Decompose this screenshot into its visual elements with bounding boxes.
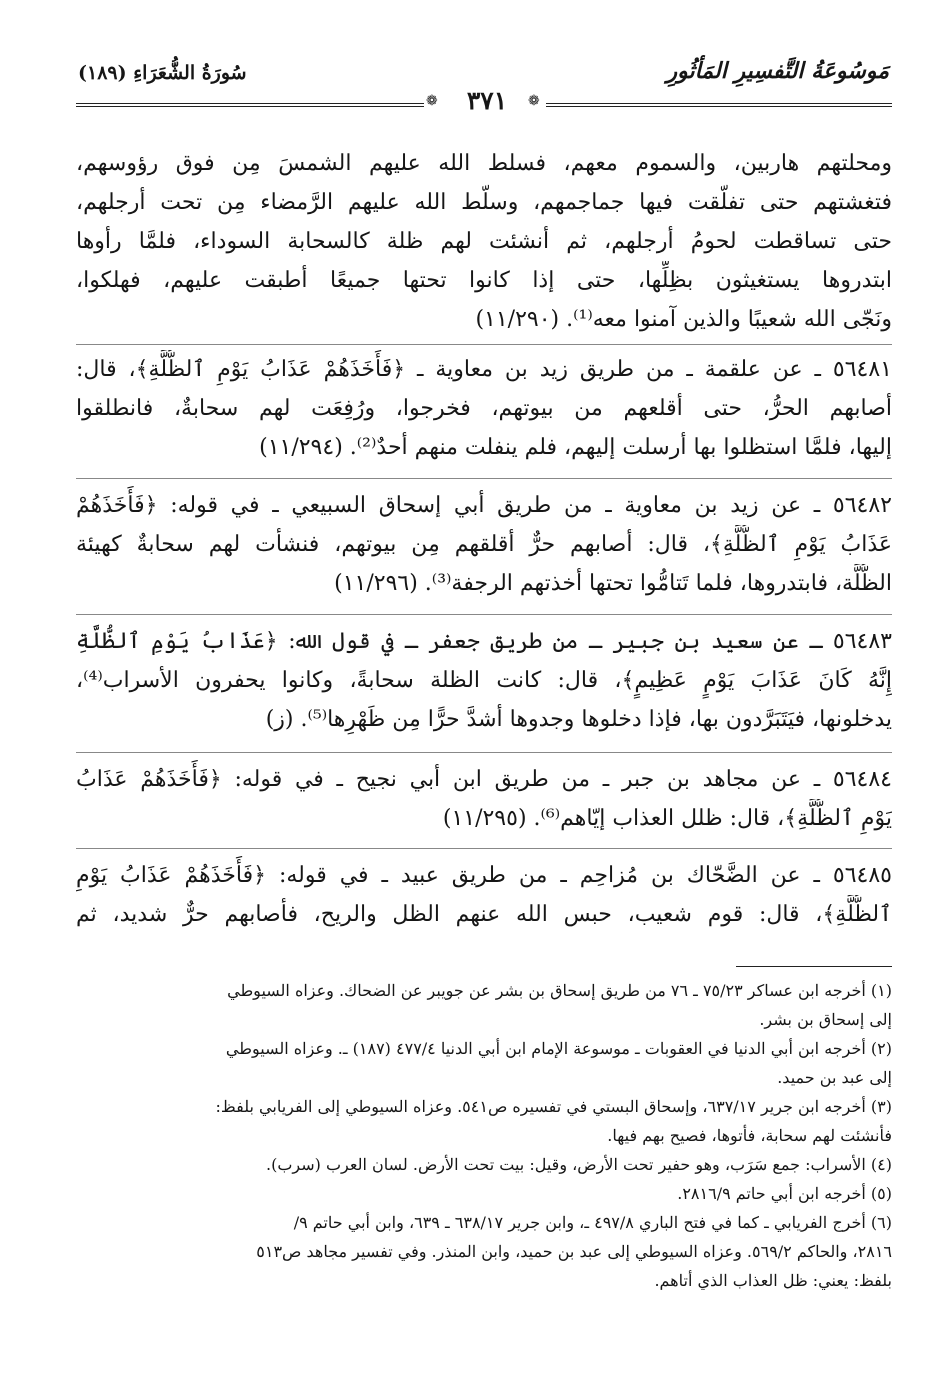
footnote-rule — [736, 966, 892, 967]
page-number: ٣٧١ — [466, 86, 508, 115]
text-line: يدخلونها، فيَتَبَرَّدون بها، فإذا دخلوها وجدوها أشدَّ حرًّا مِن ظَهْرِها⁽⁵⁾. (ز) — [265, 707, 892, 732]
hadith-entry-56481 — [76, 350, 892, 467]
divider — [76, 752, 892, 753]
text-line: ابتدروها يستغيثون بظِلِّها، حتى إذا كانوا تحتها جميعًا أطبقت عليهم، فهلكوا، — [76, 268, 892, 293]
text-line: ٥٦٤٨١ ـ عن علقمة ـ من طريق زيد بن معاوية ـ ﴿فَأَخَذَهُمْ عَذَابُ يَوْمِ ٱلظُّلَّةِ﴾، قال: — [76, 357, 892, 382]
book-title: مَوسُوعَةُ التَّفسِيرِ المَأثُورِ — [666, 58, 889, 84]
hadith-entry-56484 — [76, 760, 892, 838]
footnote-line: (٦) أخرج الفريابي ـ كما في فتح الباري ٤٩٧/٨ ـ، وابن جرير ٦٣٨/١٧ ـ ٦٣٩، وابن أبي حاتم ٩/ — [293, 1213, 892, 1232]
text-line: ٥٦٤٨٤ ـ عن مجاهد بن جبر ـ من طريق ابن أبي نجيح ـ في قوله: ﴿فَأَخَذَهُمْ عَذَابُ — [76, 767, 892, 792]
header-rule-right — [546, 103, 892, 107]
divider — [76, 344, 892, 345]
text-line: ٥٦٤٨٢ ـ عن زيد بن معاوية ـ من طريق أبي إسحاق السبيعي ـ في قوله: ﴿فَأَخَذَهُمْ — [76, 493, 892, 518]
ornament-icon: ❁ — [426, 93, 438, 109]
footnote-line: (٤) الأسراب: جمع سَرَب، وهو حفير تحت الأرض، وقيل: بيت تحت الأرض. لسان العرب (سرب). — [266, 1155, 892, 1174]
text-line: ٥٦٤٨٣ ـ عن سعيد بن جبير ـ من طريق جعفر ـ في قول الله: ﴿عَذَابُ يَوْمِ ٱلظُّلَّةِ — [76, 629, 892, 654]
ornament-icon: ❁ — [528, 93, 540, 109]
hadith-entry-56482 — [76, 486, 892, 603]
divider — [76, 478, 892, 479]
divider — [76, 614, 892, 615]
footnote-line: إلى إسحاق بن بشر. — [759, 1010, 892, 1029]
hadith-entry-56483 — [76, 622, 892, 739]
text-line: يَوْمِ ٱلظُّلَّةِ﴾، قال: ظلل العذاب إيّاهم⁽⁶⁾. (١١/٢٩٥) — [442, 806, 892, 831]
header-rule-left — [76, 103, 424, 107]
text-line: ٱلظُّلَّةِ﴾، قال: قوم شعيب، حبس الله عنهم الظل والريح، فأصابهم حرٌّ شديد، ثم — [76, 902, 892, 927]
text-line: عَذَابُ يَوْمِ ٱلظُّلَّةِ﴾، قال: أصابهم حرٌّ أقلقهم مِن بيوتهم، فنشأت لهم سحابةٌ كهيئة — [76, 532, 892, 557]
paragraph-continuation — [76, 144, 892, 339]
text-line: حتى تساقطت لحومُ أرجلهم، ثم أنشئت لهم ظلة كالسحابة السوداء، فلمَّا رأوها — [76, 229, 892, 254]
footnote-line: (٢) أخرجه ابن أبي الدنيا في العقوبات ـ موسوعة الإمام ابن أبي الدنيا ٤٧٧/٤ (١٨٧) ـ. وعزاه السيوطي — [225, 1039, 892, 1058]
surah-label: سُورَةُ الشُّعَرَاءِ (١٨٩) — [78, 62, 247, 84]
text-line: ومحلتهم هاربين، والسموم معهم، فسلط الله عليهم الشمسَ مِن فوق رؤوسهم، — [76, 151, 892, 176]
text-line: ٥٦٤٨٥ ـ عن الضَّحّاك بن مُزاحِم ـ من طريق عبيد ـ في قوله: ﴿فَأَخَذَهُمْ عَذَابُ يَوْمِ — [76, 863, 892, 888]
text-line: أصابهم الحرُّ، حتى أقلعهم من بيوتهم، فخرجوا، ورُفِعَت لهم سحابةٌ، فانطلقوا — [76, 396, 892, 421]
footnote-line: فأنشئت لهم سحابة، فأتوها، فصيح بهم فيها. — [607, 1126, 892, 1145]
text-line: ونَجّى الله شعيبًا والذين آمنوا معه⁽¹⁾. (١١/٢٩٠) — [475, 307, 892, 332]
footnote-line: (١) أخرجه ابن عساكر ٧٥/٢٣ ـ ٧٦ من طريق إسحاق بن بشر عن جويبر عن الضحاك. وعزاه السيوطي — [227, 981, 892, 1000]
footnote-line: (٥) أخرجه ابن أبي حاتم ٢٨١٦/٩. — [677, 1184, 892, 1203]
divider — [76, 848, 892, 849]
text-line: فتغشتهم حتى تفلّقت فيها جماجمهم، وسلّط الله عليهم الرَّمضاء مِن تحت أرجلهم، — [76, 190, 892, 215]
footnote-line: (٣) أخرجه ابن جرير ٦٣٧/١٧، وإسحاق البستي في تفسيره ص٥٤١. وعزاه السيوطي إلى الفريابي بلفظ: — [215, 1097, 892, 1116]
footnote-line: بلفظ: يعني: ظل العذاب الذي أتاهم. — [654, 1271, 892, 1290]
footnote-line: ٢٨١٦، والحاكم ٥٦٩/٢. وعزاه السيوطي إلى عبد بن حميد، وابن المنذر. وفي تفسير مجاهد ص٥١٣ — [256, 1242, 892, 1261]
text-line: إليها، فلمَّا استظلوا بها أرسلت إليهم، فلم ينفلت منهم أحدٌ⁽²⁾. (١١/٢٩٤) — [259, 435, 892, 460]
text-line: إِنَّهُ كَانَ عَذَابَ يَوْمٍ عَظِيمٍ﴾، قال: كانت الظلة سحابةً، وكانوا يحفرون الأسراب⁽⁴⁾، — [76, 668, 892, 693]
footnote-line: إلى عبد بن حميد. — [777, 1068, 892, 1087]
text-line: الظُّلَّة، فابتدروها، فلما تَتامُّوا تحتها أخذتهم الرجفة⁽³⁾. (١١/٢٩٦) — [334, 571, 892, 596]
footnotes — [76, 976, 892, 1295]
hadith-entry-56485 — [76, 856, 892, 934]
